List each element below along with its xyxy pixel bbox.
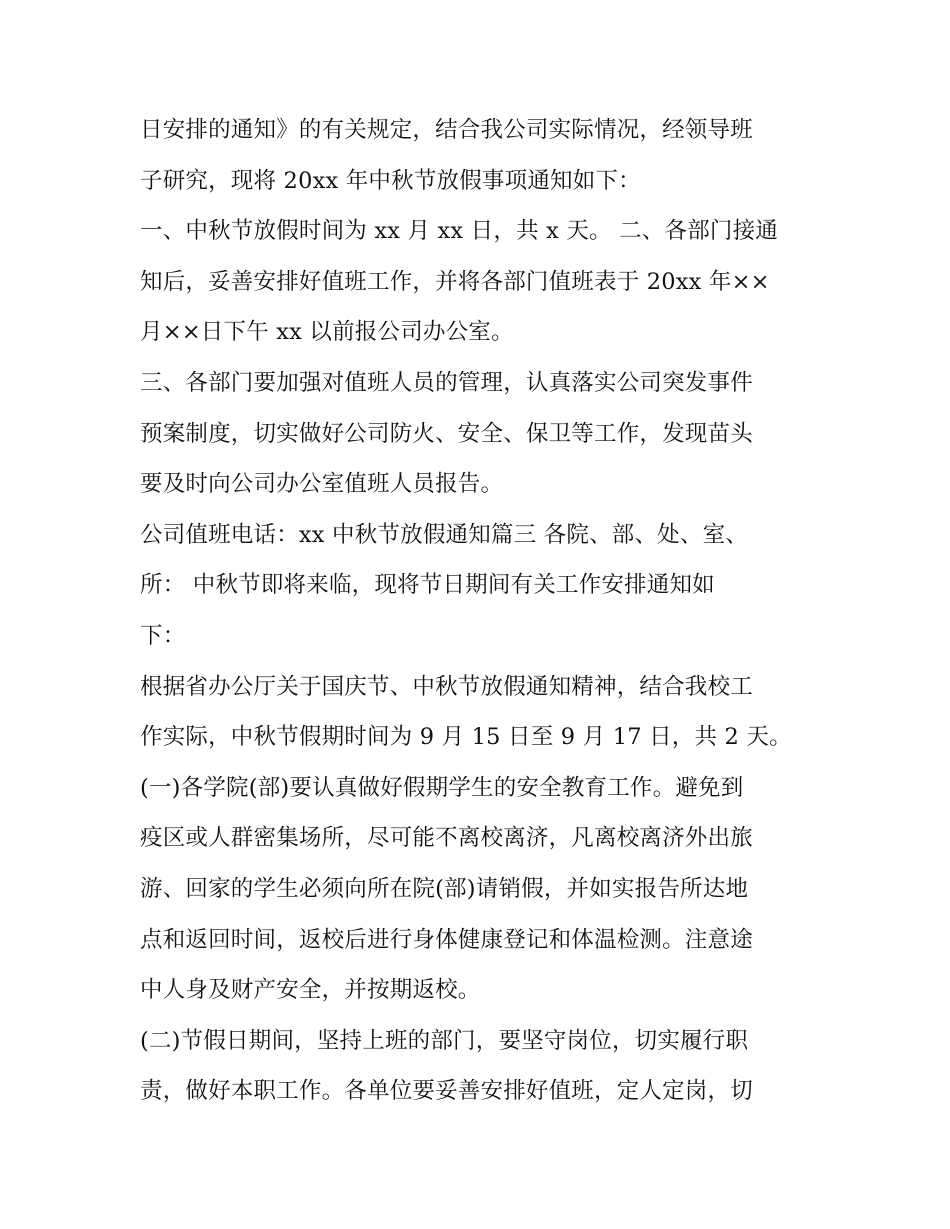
text-line: 日安排的通知》的有关规定，结合我公司实际情况，经领导班 (140, 117, 753, 143)
text-line: 责，做好本职工作。各单位要妥善安排好值班，定人定岗，切 (140, 1078, 753, 1105)
text-line: 公司值班电话：xx 中秋节放假通知篇三 各院、部、处、室、 (140, 521, 748, 548)
text-line: 点和返回时间，返校后进行身体健康登记和体温检测。注意途 (140, 926, 753, 953)
text-line: 一、中秋节放假时间为 xx 月 xx 日，共 x 天。 二、各部门接通 (140, 218, 779, 245)
text-line: 知后，妥善安排好值班工作，并将各部门值班表于 20xx 年×× (140, 268, 770, 295)
text-line: 要及时向公司办公室值班人员报告。 (140, 471, 504, 498)
text-line: 预案制度，切实做好公司防火、安全、保卫等工作，发现苗头 (140, 420, 753, 447)
text-line: 子研究，现将 20xx 年中秋节放假事项通知如下： (140, 167, 641, 194)
text-line: 所： 中秋节即将来临，现将节日期间有关工作安排通知如 (140, 572, 715, 599)
text-line: 根据省办公厅关于国庆节、中秋节放假通知精神，结合我校工 (140, 673, 753, 700)
text-line: (二)节假日期间，坚持上班的部门，要坚守岗位，切实履行职 (140, 1027, 749, 1054)
text-line: 作实际，中秋节假期时间为 9 月 15 日至 9 月 17 日，共 2 天。 (140, 724, 792, 751)
text-line: 三、各部门要加强对值班人员的管理，认真落实公司突发事件 (140, 369, 753, 396)
text-line: 中人身及财产安全，并按期返校。 (140, 977, 481, 1004)
text-line: (一)各学院(部)要认真做好假期学生的安全教育工作。避免到 (140, 774, 744, 801)
text-line: 游、回家的学生必须向所在院(部)请销假，并如实报告所达地 (140, 875, 749, 902)
document-body (140, 105, 820, 1117)
text-line: 下： (140, 622, 186, 649)
text-line: 疫区或人群密集场所，尽可能不离校离济，凡离校离济外出旅 (140, 825, 753, 852)
text-line: 月××日下午 xx 以前报公司办公室。 (140, 319, 514, 346)
